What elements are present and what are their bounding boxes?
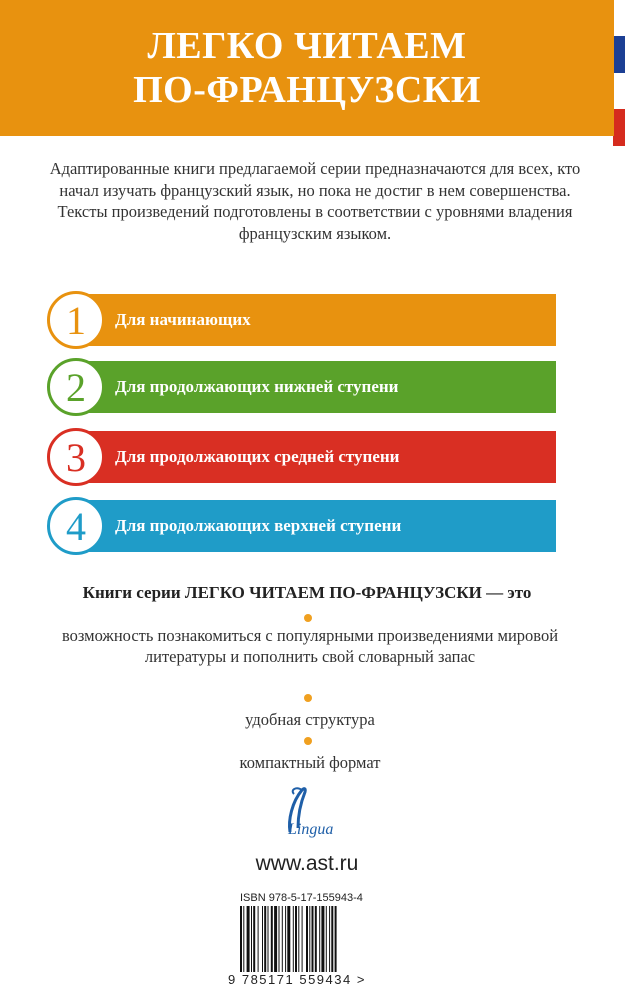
barcode-bar bbox=[306, 906, 308, 972]
isbn-text: ISBN 978-5-17-155943-4 bbox=[240, 892, 363, 904]
level-4-label: Для продолжающих верхней ступени bbox=[115, 516, 402, 535]
level-4 bbox=[47, 497, 556, 555]
barcode-bar bbox=[243, 906, 244, 972]
intro-paragraph-2: Тексты произведений подготовлены в соответствии с уровнями владения французским языком. bbox=[57, 202, 573, 243]
barcode-bar bbox=[287, 906, 290, 972]
barcode-bar bbox=[315, 906, 317, 972]
level-1-bar bbox=[77, 294, 556, 346]
barcode-number: 9 785171 559434 > bbox=[228, 972, 366, 987]
barcode-bar bbox=[251, 906, 252, 972]
barcode-bar bbox=[271, 906, 273, 972]
barcode-bar bbox=[262, 906, 263, 972]
barcode-bar bbox=[253, 906, 255, 972]
benefit-3: компактный формат bbox=[239, 753, 381, 772]
benefit-2: удобная структура bbox=[245, 710, 375, 729]
barcode-bar bbox=[258, 906, 259, 972]
bullet-dot bbox=[304, 614, 312, 622]
bullet-dot bbox=[304, 737, 312, 745]
barcode-bar bbox=[319, 906, 320, 972]
barcode-bar bbox=[264, 906, 266, 972]
barcode-bar bbox=[321, 906, 324, 972]
barcode-bar bbox=[285, 906, 286, 972]
level-2-label: Для продолжающих нижней ступени bbox=[115, 377, 399, 396]
barcode-bar bbox=[282, 906, 283, 972]
barcode-bar bbox=[247, 906, 250, 972]
level-1-label: Для начинающих bbox=[115, 310, 251, 329]
level-2 bbox=[47, 358, 556, 416]
website-url: www.ast.ru bbox=[255, 852, 359, 875]
barcode-bar bbox=[295, 906, 297, 972]
lingua-logo-text: Lingua bbox=[288, 821, 334, 838]
title-line-1: ЛЕГКО ЧИТАЕМ bbox=[147, 25, 467, 67]
lingua-logo bbox=[268, 780, 348, 840]
level-1 bbox=[47, 291, 556, 349]
bullet-dot bbox=[304, 694, 312, 702]
level-3-number: 3 bbox=[47, 428, 105, 486]
intro-paragraph-1: Адаптированные книги предлагаемой серии предназначаются для всех, кто начал изучать французский язык, но пока не достиг в нем совершенства. bbox=[49, 159, 581, 200]
level-3-bar bbox=[77, 431, 556, 483]
level-2-number: 2 bbox=[47, 358, 105, 416]
barcode-bar bbox=[312, 906, 314, 972]
intro-text bbox=[40, 158, 590, 244]
level-4-bar bbox=[77, 500, 556, 552]
barcode-bar bbox=[309, 906, 310, 972]
barcode-bar bbox=[298, 906, 299, 972]
barcode-bar bbox=[302, 906, 303, 972]
level-3-label: Для продолжающих средней ступени bbox=[115, 447, 400, 466]
barcode-bar bbox=[329, 906, 330, 972]
series-heading: Книги серии ЛЕГКО ЧИТАЕМ ПО-ФРАНЦУЗСКИ — это bbox=[82, 583, 532, 602]
benefit-1: возможность познакомиться с популярными произведениями мировой литературы и пополнить свой словарный запас bbox=[61, 626, 559, 666]
french-flag-stripe bbox=[613, 36, 625, 146]
barcode-bar bbox=[331, 906, 333, 972]
barcode-bar bbox=[279, 906, 280, 972]
barcode-bar bbox=[268, 906, 269, 972]
barcode-bar bbox=[240, 906, 242, 972]
barcode-bar bbox=[326, 906, 327, 972]
title-line-2: ПО-ФРАНЦУЗСКИ bbox=[133, 69, 481, 111]
level-1-number: 1 bbox=[47, 291, 105, 349]
level-2-bar bbox=[77, 361, 556, 413]
level-3 bbox=[47, 428, 556, 486]
barcode-bar bbox=[274, 906, 277, 972]
barcode-bar bbox=[335, 906, 337, 972]
level-4-number: 4 bbox=[47, 497, 105, 555]
barcode bbox=[240, 906, 380, 972]
barcode-bar bbox=[293, 906, 294, 972]
title-banner bbox=[0, 0, 614, 136]
